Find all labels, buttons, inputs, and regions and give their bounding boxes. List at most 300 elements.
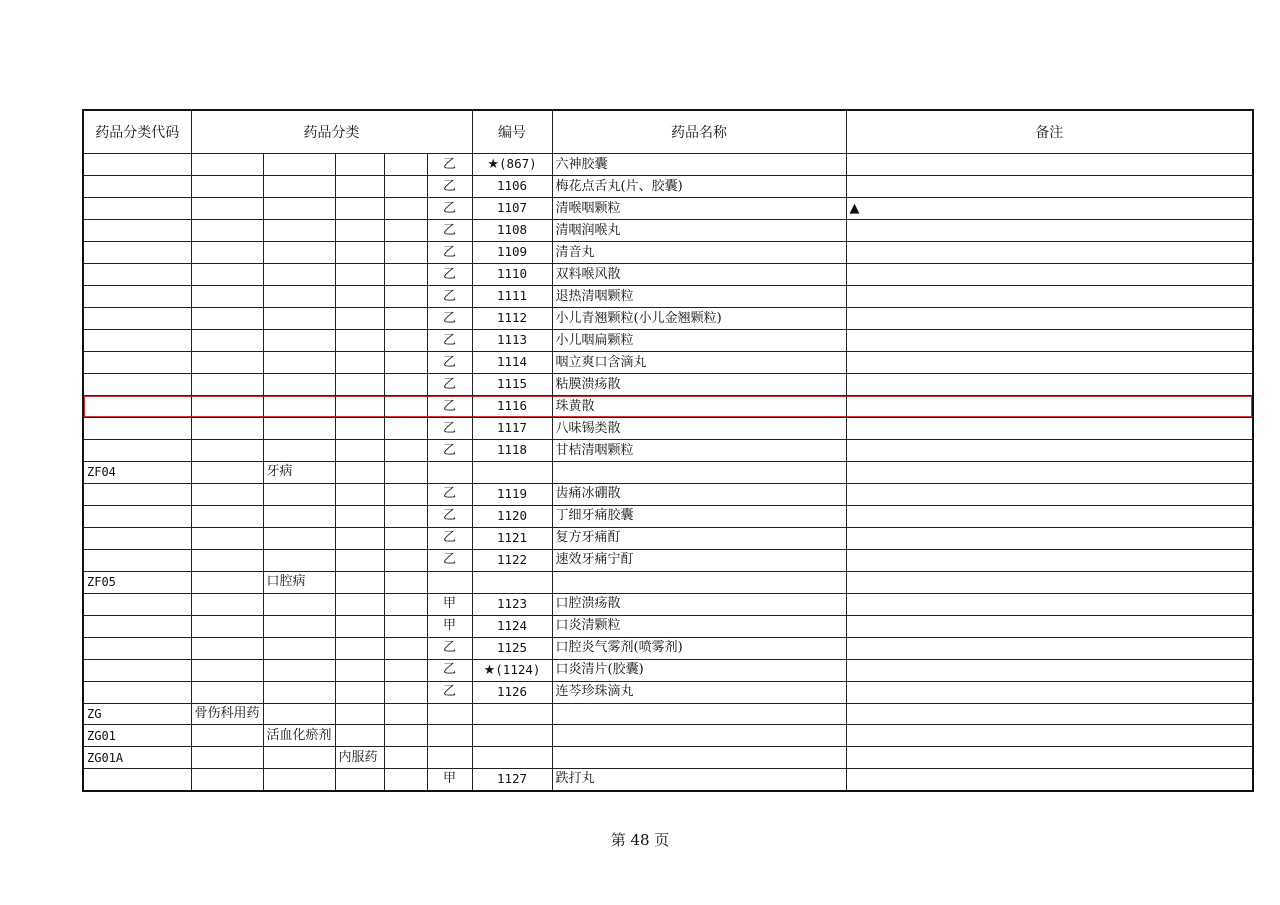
cell-category-code[interactable]	[83, 396, 191, 418]
cell-drug-name[interactable]: 速效牙痛宁酊	[552, 549, 846, 571]
cell-category-code[interactable]	[83, 374, 191, 396]
table-row[interactable]	[83, 505, 1253, 527]
cell-category-level-3[interactable]	[335, 505, 384, 527]
cell-number[interactable]	[472, 308, 552, 330]
cell-category-level-3[interactable]: 内服药	[335, 747, 384, 769]
cell-category-level-3[interactable]	[335, 418, 384, 440]
cell-number[interactable]	[472, 703, 552, 725]
cell-category-code[interactable]	[83, 768, 191, 791]
cell-category-level-2[interactable]	[263, 330, 335, 352]
cell-category-level-2[interactable]	[263, 483, 335, 505]
cell-grade[interactable]: 甲	[427, 768, 472, 791]
cell-drug-name[interactable]	[552, 703, 846, 725]
cell-number[interactable]	[472, 374, 552, 396]
cell-category-level-1[interactable]	[191, 176, 263, 198]
cell-remark[interactable]	[846, 374, 1253, 396]
cell-remark[interactable]	[846, 593, 1253, 615]
cell-category-level-2[interactable]	[263, 659, 335, 681]
table-row[interactable]	[83, 374, 1253, 396]
cell-category-code[interactable]	[83, 681, 191, 703]
cell-category-level-2[interactable]	[263, 505, 335, 527]
table-row[interactable]	[83, 703, 1253, 725]
cell-category-code[interactable]	[83, 286, 191, 308]
cell-category-code[interactable]: ZG01	[83, 725, 191, 747]
cell-drug-name[interactable]: 口炎清片(胶囊)	[552, 659, 846, 681]
cell-category-level-4[interactable]	[384, 198, 427, 220]
cell-grade[interactable]: 乙	[427, 220, 472, 242]
cell-grade[interactable]: 乙	[427, 176, 472, 198]
cell-drug-name[interactable]: 丁细牙痛胶囊	[552, 505, 846, 527]
cell-category-level-4[interactable]	[384, 220, 427, 242]
cell-category-level-4[interactable]	[384, 176, 427, 198]
cell-category-level-4[interactable]	[384, 527, 427, 549]
cell-grade[interactable]: 乙	[427, 396, 472, 418]
cell-remark[interactable]	[846, 659, 1253, 681]
cell-category-level-3[interactable]	[335, 593, 384, 615]
cell-category-level-4[interactable]	[384, 505, 427, 527]
cell-category-level-3[interactable]	[335, 462, 384, 484]
cell-category-code[interactable]	[83, 330, 191, 352]
cell-remark[interactable]	[846, 330, 1253, 352]
cell-number[interactable]	[472, 198, 552, 220]
cell-category-level-3[interactable]	[335, 220, 384, 242]
cell-drug-name[interactable]	[552, 747, 846, 769]
cell-category-level-2[interactable]	[263, 681, 335, 703]
cell-remark[interactable]	[846, 703, 1253, 725]
cell-category-level-4[interactable]	[384, 330, 427, 352]
cell-category-level-4[interactable]	[384, 440, 427, 462]
cell-drug-name[interactable]	[552, 725, 846, 747]
cell-category-level-4[interactable]	[384, 571, 427, 593]
cell-category-code[interactable]: ZF04	[83, 462, 191, 484]
cell-remark[interactable]	[846, 154, 1253, 176]
cell-category-level-1[interactable]	[191, 615, 263, 637]
cell-category-level-1[interactable]	[191, 154, 263, 176]
cell-category-level-2[interactable]	[263, 352, 335, 374]
cell-category-level-1[interactable]: 骨伤科用药	[191, 703, 263, 725]
cell-remark[interactable]	[846, 396, 1253, 418]
cell-category-level-2[interactable]	[263, 396, 335, 418]
cell-grade[interactable]: 乙	[427, 286, 472, 308]
cell-remark[interactable]	[846, 768, 1253, 791]
table-row[interactable]	[83, 198, 1253, 220]
cell-category-level-2[interactable]: 牙病	[263, 462, 335, 484]
cell-number[interactable]	[472, 483, 552, 505]
cell-remark[interactable]	[846, 681, 1253, 703]
cell-grade[interactable]	[427, 747, 472, 769]
cell-grade[interactable]: 乙	[427, 374, 472, 396]
cell-category-level-4[interactable]	[384, 593, 427, 615]
cell-category-level-4[interactable]	[384, 352, 427, 374]
cell-category-level-1[interactable]	[191, 440, 263, 462]
cell-drug-name[interactable]: 梅花点舌丸(片、胶囊)	[552, 176, 846, 198]
cell-category-level-3[interactable]	[335, 308, 384, 330]
cell-category-level-3[interactable]	[335, 659, 384, 681]
cell-drug-name[interactable]: 双料喉风散	[552, 264, 846, 286]
cell-category-level-4[interactable]	[384, 681, 427, 703]
table-row[interactable]	[83, 308, 1253, 330]
cell-category-level-3[interactable]	[335, 637, 384, 659]
cell-category-level-4[interactable]	[384, 396, 427, 418]
number-text: 1112	[496, 310, 528, 325]
cell-category-level-1[interactable]	[191, 198, 263, 220]
table-row[interactable]	[83, 220, 1253, 242]
cell-category-level-1[interactable]	[191, 637, 263, 659]
cell-drug-name[interactable]: 珠黄散	[552, 396, 846, 418]
cell-category-level-1[interactable]	[191, 220, 263, 242]
cell-category-level-2[interactable]	[263, 418, 335, 440]
cell-grade[interactable]: 乙	[427, 527, 472, 549]
table-row[interactable]	[83, 615, 1253, 637]
cell-category-code[interactable]	[83, 418, 191, 440]
table-row[interactable]	[83, 462, 1253, 484]
table-row[interactable]	[83, 264, 1253, 286]
cell-category-level-3[interactable]	[335, 176, 384, 198]
cell-category-code[interactable]	[83, 264, 191, 286]
table-row[interactable]	[83, 352, 1253, 374]
cell-category-level-1[interactable]	[191, 681, 263, 703]
cell-number[interactable]	[472, 396, 552, 418]
cell-category-level-2[interactable]	[263, 198, 335, 220]
cell-grade[interactable]: 乙	[427, 330, 472, 352]
cell-drug-name[interactable]: 口炎清颗粒	[552, 615, 846, 637]
cell-grade[interactable]: 乙	[427, 549, 472, 571]
cell-grade[interactable]: 乙	[427, 681, 472, 703]
cell-category-level-3[interactable]	[335, 703, 384, 725]
cell-category-level-4[interactable]	[384, 418, 427, 440]
cell-category-level-1[interactable]	[191, 418, 263, 440]
cell-category-level-2[interactable]	[263, 637, 335, 659]
table-row[interactable]	[83, 659, 1253, 681]
cell-number[interactable]	[472, 681, 552, 703]
cell-remark[interactable]	[846, 418, 1253, 440]
cell-number[interactable]	[472, 286, 552, 308]
cell-category-level-4[interactable]	[384, 549, 427, 571]
cell-category-code[interactable]	[83, 176, 191, 198]
cell-category-code[interactable]	[83, 615, 191, 637]
cell-category-code[interactable]: ZG01A	[83, 747, 191, 769]
cell-grade[interactable]: 乙	[427, 308, 472, 330]
table-row[interactable]	[83, 527, 1253, 549]
cell-category-level-3[interactable]	[335, 396, 384, 418]
cell-category-code[interactable]	[83, 154, 191, 176]
cell-grade[interactable]: 乙	[427, 242, 472, 264]
cell-number[interactable]	[472, 352, 552, 374]
cell-number[interactable]	[472, 462, 552, 484]
cell-category-level-1[interactable]	[191, 747, 263, 769]
cell-category-level-4[interactable]	[384, 768, 427, 791]
cell-category-level-2[interactable]	[263, 286, 335, 308]
cell-grade[interactable]	[427, 462, 472, 484]
cell-grade[interactable]: 乙	[427, 637, 472, 659]
table-row[interactable]	[83, 549, 1253, 571]
cell-remark[interactable]	[846, 308, 1253, 330]
cell-number[interactable]	[472, 615, 552, 637]
cell-category-level-3[interactable]	[335, 681, 384, 703]
cell-number[interactable]	[472, 220, 552, 242]
cell-remark[interactable]	[846, 286, 1253, 308]
cell-grade[interactable]: 乙	[427, 198, 472, 220]
cell-category-level-1[interactable]	[191, 571, 263, 593]
cell-remark[interactable]	[846, 352, 1253, 374]
cell-drug-name[interactable]: 齿痛冰硼散	[552, 483, 846, 505]
header-remark: 备注	[846, 110, 1253, 154]
cell-drug-name[interactable]: 小儿青翘颗粒(小儿金翘颗粒)	[552, 308, 846, 330]
cell-category-level-1[interactable]	[191, 659, 263, 681]
cell-category-code[interactable]	[83, 352, 191, 374]
cell-category-level-2[interactable]	[263, 440, 335, 462]
cell-category-level-1[interactable]	[191, 725, 263, 747]
cell-category-level-4[interactable]	[384, 286, 427, 308]
cell-drug-name[interactable]: 清喉咽颗粒	[552, 198, 846, 220]
cell-drug-name[interactable]: 退热清咽颗粒	[552, 286, 846, 308]
cell-category-level-1[interactable]	[191, 286, 263, 308]
cell-category-level-4[interactable]	[384, 615, 427, 637]
cell-category-level-4[interactable]	[384, 374, 427, 396]
cell-remark[interactable]	[846, 527, 1253, 549]
cell-number[interactable]	[472, 527, 552, 549]
cell-category-level-1[interactable]	[191, 308, 263, 330]
cell-drug-name[interactable]: 跌打丸	[552, 768, 846, 791]
number-text: 1110	[496, 266, 528, 281]
cell-drug-name[interactable]: 粘膜溃疡散	[552, 374, 846, 396]
cell-category-code[interactable]: ZF05	[83, 571, 191, 593]
cell-category-level-2[interactable]	[263, 176, 335, 198]
cell-remark[interactable]	[846, 549, 1253, 571]
cell-grade[interactable]: 乙	[427, 659, 472, 681]
cell-category-level-4[interactable]	[384, 154, 427, 176]
cell-category-code[interactable]	[83, 505, 191, 527]
number-text: 1109	[496, 244, 528, 259]
cell-number[interactable]	[472, 593, 552, 615]
cell-category-level-2[interactable]	[263, 308, 335, 330]
cell-category-code[interactable]	[83, 659, 191, 681]
cell-category-level-3[interactable]	[335, 154, 384, 176]
cell-drug-name[interactable]: 六神胶囊	[552, 154, 846, 176]
cell-number[interactable]	[472, 242, 552, 264]
cell-category-code[interactable]: ZG	[83, 703, 191, 725]
number-text: 1122	[496, 551, 528, 567]
cell-category-level-3[interactable]	[335, 768, 384, 791]
cell-category-level-1[interactable]	[191, 505, 263, 527]
cell-number[interactable]	[472, 440, 552, 462]
cell-category-level-1[interactable]	[191, 374, 263, 396]
cell-category-level-1[interactable]	[191, 242, 263, 264]
cell-drug-name[interactable]: 口腔炎气雾剂(喷雾剂)	[552, 637, 846, 659]
cell-grade[interactable]: 乙	[427, 505, 472, 527]
cell-category-level-2[interactable]	[263, 703, 335, 725]
cell-category-level-3[interactable]	[335, 352, 384, 374]
cell-remark[interactable]	[846, 747, 1253, 769]
cell-category-level-3[interactable]	[335, 483, 384, 505]
cell-remark[interactable]	[846, 505, 1253, 527]
cell-remark[interactable]	[846, 725, 1253, 747]
cell-drug-name[interactable]: 清咽润喉丸	[552, 220, 846, 242]
cell-number[interactable]	[472, 264, 552, 286]
cell-remark[interactable]	[846, 637, 1253, 659]
cell-category-level-2[interactable]	[263, 220, 335, 242]
cell-drug-name[interactable]: 清音丸	[552, 242, 846, 264]
cell-category-level-3[interactable]	[335, 242, 384, 264]
cell-category-code[interactable]	[83, 593, 191, 615]
cell-category-level-4[interactable]	[384, 747, 427, 769]
cell-category-level-2[interactable]	[263, 615, 335, 637]
cell-grade[interactable]: 乙	[427, 352, 472, 374]
cell-remark[interactable]	[846, 242, 1253, 264]
cell-category-level-1[interactable]	[191, 483, 263, 505]
cell-drug-name[interactable]: 口腔溃疡散	[552, 593, 846, 615]
cell-drug-name[interactable]: 连芩珍珠滴丸	[552, 681, 846, 703]
cell-grade[interactable]: 乙	[427, 154, 472, 176]
cell-number[interactable]	[472, 154, 552, 176]
cell-category-level-3[interactable]	[335, 549, 384, 571]
cell-number[interactable]	[472, 549, 552, 571]
cell-category-level-3[interactable]	[335, 527, 384, 549]
cell-remark[interactable]	[846, 220, 1253, 242]
table-row[interactable]	[83, 154, 1253, 176]
cell-category-level-2[interactable]	[263, 593, 335, 615]
cell-category-level-2[interactable]: 口腔病	[263, 571, 335, 593]
cell-category-level-4[interactable]	[384, 242, 427, 264]
cell-category-level-3[interactable]	[335, 264, 384, 286]
cell-drug-name[interactable]	[552, 571, 846, 593]
cell-category-code[interactable]	[83, 198, 191, 220]
cell-category-level-3[interactable]	[335, 571, 384, 593]
table-row[interactable]	[83, 396, 1253, 418]
cell-remark[interactable]	[846, 462, 1253, 484]
cell-category-code[interactable]	[83, 483, 191, 505]
cell-category-code[interactable]	[83, 440, 191, 462]
table-row[interactable]	[83, 330, 1253, 352]
cell-category-code[interactable]	[83, 220, 191, 242]
number-text: 1119	[496, 485, 528, 501]
table-row[interactable]	[83, 176, 1253, 198]
number-text: 1117	[496, 420, 528, 435]
cell-category-level-1[interactable]	[191, 462, 263, 484]
cell-category-level-1[interactable]	[191, 330, 263, 352]
cell-category-code[interactable]	[83, 549, 191, 571]
cell-remark[interactable]	[846, 176, 1253, 198]
cell-category-level-4[interactable]	[384, 483, 427, 505]
cell-remark[interactable]	[846, 264, 1253, 286]
table-row[interactable]	[83, 242, 1253, 264]
cell-remark[interactable]	[846, 483, 1253, 505]
cell-category-level-4[interactable]	[384, 308, 427, 330]
cell-drug-name[interactable]: 小儿咽扁颗粒	[552, 330, 846, 352]
cell-category-level-3[interactable]	[335, 198, 384, 220]
cell-number[interactable]	[472, 176, 552, 198]
cell-category-level-1[interactable]	[191, 593, 263, 615]
cell-category-level-3[interactable]	[335, 440, 384, 462]
cell-category-level-2[interactable]	[263, 264, 335, 286]
table-row[interactable]	[83, 571, 1253, 593]
cell-remark[interactable]	[846, 615, 1253, 637]
cell-category-level-2[interactable]	[263, 527, 335, 549]
cell-grade[interactable]	[427, 725, 472, 747]
table-row[interactable]	[83, 440, 1253, 462]
cell-category-level-3[interactable]	[335, 286, 384, 308]
cell-grade[interactable]: 甲	[427, 593, 472, 615]
cell-drug-name[interactable]: 甘桔清咽颗粒	[552, 440, 846, 462]
cell-category-level-1[interactable]	[191, 768, 263, 791]
cell-drug-name[interactable]	[552, 462, 846, 484]
cell-category-level-4[interactable]	[384, 659, 427, 681]
cell-category-level-3[interactable]	[335, 330, 384, 352]
table-row[interactable]	[83, 593, 1253, 615]
cell-category-level-4[interactable]	[384, 725, 427, 747]
cell-category-level-4[interactable]	[384, 703, 427, 725]
cell-category-level-1[interactable]	[191, 527, 263, 549]
cell-number[interactable]	[472, 418, 552, 440]
cell-grade[interactable]: 甲	[427, 615, 472, 637]
cell-grade[interactable]	[427, 703, 472, 725]
cell-category-level-2[interactable]	[263, 549, 335, 571]
drug-catalog-table	[82, 109, 1254, 792]
cell-drug-name[interactable]: 八味锡类散	[552, 418, 846, 440]
cell-category-code[interactable]	[83, 242, 191, 264]
cell-remark[interactable]	[846, 198, 1253, 220]
cell-number[interactable]	[472, 768, 552, 791]
cell-number[interactable]	[472, 659, 552, 681]
cell-number[interactable]	[472, 330, 552, 352]
cell-category-level-4[interactable]	[384, 462, 427, 484]
cell-category-level-2[interactable]	[263, 768, 335, 791]
cell-category-level-2[interactable]	[263, 242, 335, 264]
cell-number[interactable]	[472, 571, 552, 593]
table-row[interactable]	[83, 483, 1253, 505]
header-code: 药品分类代码	[83, 110, 191, 154]
cell-category-level-4[interactable]	[384, 264, 427, 286]
cell-category-level-1[interactable]	[191, 264, 263, 286]
cell-grade[interactable]: 乙	[427, 483, 472, 505]
cell-grade[interactable]	[427, 571, 472, 593]
cell-number[interactable]	[472, 637, 552, 659]
cell-category-level-1[interactable]	[191, 549, 263, 571]
table-row[interactable]	[83, 768, 1253, 791]
cell-number[interactable]	[472, 747, 552, 769]
table-row[interactable]	[83, 681, 1253, 703]
cell-category-code[interactable]	[83, 308, 191, 330]
cell-drug-name[interactable]: 咽立爽口含滴丸	[552, 352, 846, 374]
table-row[interactable]	[83, 637, 1253, 659]
cell-category-level-2[interactable]: 活血化瘀剂	[263, 725, 335, 747]
cell-category-level-2[interactable]	[263, 374, 335, 396]
cell-category-level-1[interactable]	[191, 352, 263, 374]
cell-category-code[interactable]	[83, 637, 191, 659]
cell-grade[interactable]: 乙	[427, 418, 472, 440]
cell-category-level-3[interactable]	[335, 615, 384, 637]
table-row[interactable]	[83, 747, 1253, 769]
cell-grade[interactable]: 乙	[427, 264, 472, 286]
table-row[interactable]	[83, 286, 1253, 308]
table-row[interactable]	[83, 418, 1253, 440]
number-text: (867)	[499, 156, 537, 171]
cell-category-level-2[interactable]	[263, 154, 335, 176]
cell-remark[interactable]	[846, 571, 1253, 593]
cell-category-level-2[interactable]	[263, 747, 335, 769]
cell-number[interactable]	[472, 505, 552, 527]
cell-grade[interactable]: 乙	[427, 440, 472, 462]
cell-drug-name[interactable]: 复方牙痛酊	[552, 527, 846, 549]
cell-remark[interactable]	[846, 440, 1253, 462]
cell-category-level-3[interactable]	[335, 374, 384, 396]
cell-number[interactable]	[472, 725, 552, 747]
cell-category-code[interactable]	[83, 527, 191, 549]
table-row[interactable]	[83, 725, 1253, 747]
cell-category-level-4[interactable]	[384, 637, 427, 659]
cell-category-level-3[interactable]	[335, 725, 384, 747]
cell-category-level-1[interactable]	[191, 396, 263, 418]
